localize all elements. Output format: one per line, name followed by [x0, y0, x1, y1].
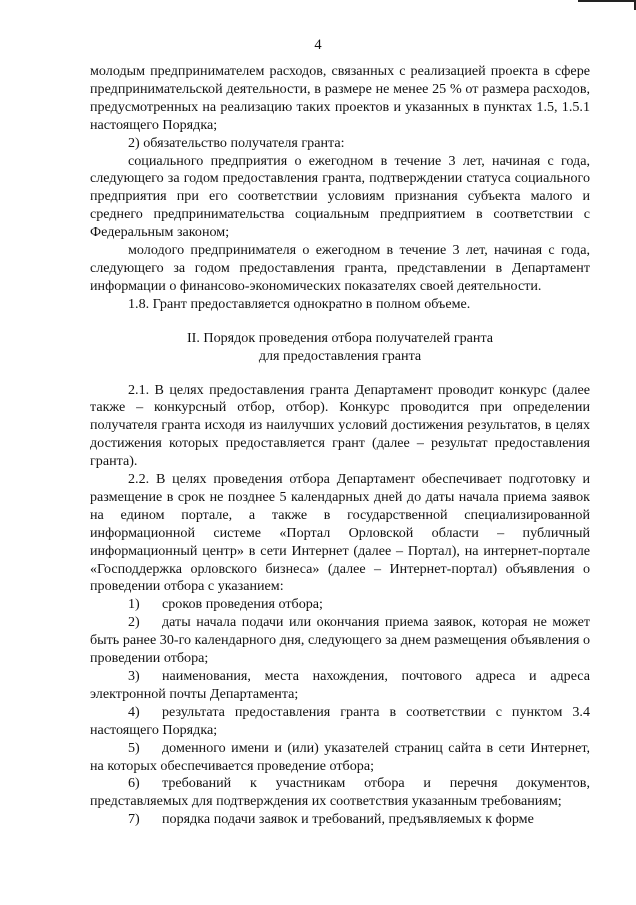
list-item	[90, 668, 590, 704]
list-item	[90, 704, 590, 740]
list-item-number: 1)	[128, 596, 140, 613]
list-item-number: 7)	[128, 811, 140, 828]
list-item-text: сроков проведения отбора;	[162, 596, 323, 613]
list-item-number: 5)	[128, 739, 140, 756]
list-item-number: 6)	[128, 775, 140, 792]
page-number: 4	[314, 37, 322, 53]
paragraph-obligation-heading: 2) обязательство получателя гранта:	[128, 134, 345, 151]
list-item	[90, 775, 590, 811]
paragraph-1-8: 1.8. Грант предоставляется однократно в полном объеме.	[128, 295, 471, 312]
paragraph-social-enterprise: социального предприятия о ежегодном в течение 3 лет, начиная с года, следующего за годом предоставления гранта, подтверждении статуса социального предприятия при его соответствии условиям признания субъекта малого и среднего предпринимательства социальным предприятием в соответствии с Федеральным законом;	[90, 152, 590, 241]
list-item	[90, 811, 590, 829]
section-heading-line-1: II. Порядок проведения отбора получателей гранта	[186, 329, 494, 346]
section-heading-line-2: для предоставления гранта	[258, 347, 422, 364]
paragraph-2-2: 2.2. В целях проведения отбора Департамент обеспечивает подготовку и размещение в срок не позднее 5 календарных дней до даты начала приема заявок на едином портале, а также в государственной специализированной информационной системе «Портал Орловской области – публичный информационный центр» в сети Интернет (далее – Портал), на интернет-портале «Господдержка орловского бизнеса» (далее – Интернет-портал) объявления о проведении отбора с указанием:	[90, 471, 590, 595]
list-item-number: 3)	[128, 668, 140, 684]
list-item-number: 2)	[128, 614, 140, 631]
list-item	[90, 596, 590, 614]
list-item	[90, 614, 590, 668]
list-item-number: 4)	[128, 703, 140, 720]
section-heading	[90, 330, 590, 366]
list-item-text: требований к участникам отбора и перечня документов, представляемых для подтверждения их соответствия указанным требованиям;	[90, 775, 590, 810]
document-body	[90, 63, 590, 829]
list-item-text: доменного имени и (или) указателей страниц сайта в сети Интернет, на которых обеспечивается проведение отбора;	[90, 739, 590, 774]
list-item-text: порядка подачи заявок и требований, предъявляемых к форме	[162, 811, 534, 828]
list-item-text: наименования, места нахождения, почтового адреса и адреса электронной почты Департамента;	[90, 668, 590, 702]
scan-corner-mark	[578, 0, 636, 10]
list-item-text: результата предоставления гранта в соответствии с пунктом 3.4 настоящего Порядка;	[90, 703, 590, 738]
list-item	[90, 740, 590, 776]
paragraph-young-entrepreneur: молодого предпринимателя о ежегодном в течение 3 лет, начиная с года, следующего за годом предоставления гранта, представлении в Департамент информации о финансово-экономических показателях своей деятельности.	[90, 242, 590, 294]
paragraph-2-1: 2.1. В целях предоставления гранта Департамент проводит конкурс (далее также – конкурсный отбор, отбор). Конкурс проводится при определении получателя гранта исходя из наилучших условий достижения результатов, в целях достижения которых предоставляется грант (далее – результат предоставления гранта).	[90, 381, 590, 470]
paragraph-continuation: молодым предпринимателем расходов, связанных с реализацией проекта в сфере предпринимательской деятельности, в размере не менее 25 % от размера расходов, предусмотренных на реализацию таких проектов и указанных в пунктах 1.5, 1.5.1 настоящего Порядка;	[90, 63, 590, 133]
list-item-text: даты начала подачи или окончания приема заявок, которая не может быть ранее 30-го календарного дня, следующего за днем размещения объявления о проведении отбора;	[90, 614, 590, 667]
